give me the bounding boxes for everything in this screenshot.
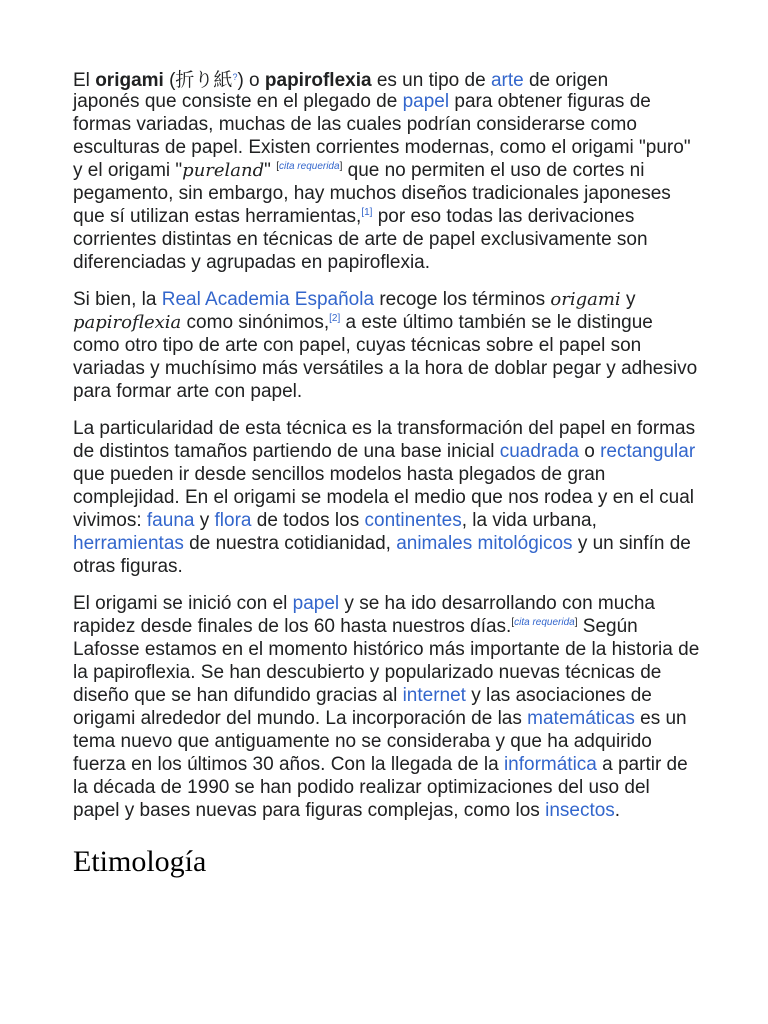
section-heading-etimologia: Etimología (73, 845, 207, 878)
text-run: ( (163, 70, 176, 91)
pronunciation-help-link[interactable]: ? (232, 72, 238, 82)
text-run: y (194, 510, 215, 531)
text-run: que pueden ir desde sencillos modelos hasta plegados de gran complejidad. En el origami se modela el medio que nos rodea y en el cual vivimos: (73, 464, 695, 531)
bold-term-papiroflexia: papiroflexia (264, 70, 372, 91)
link-herramientas[interactable]: herramientas (73, 533, 184, 554)
text-run: es un tema nuevo que antiguamente no se consideraba y que ha adquirido fuerza en los últimos 30 años. Con la llegada de la (73, 708, 687, 775)
text-run: como sinónimos, (181, 312, 330, 333)
text-run: que no permiten el uso de cortes ni pegamento, sin embargo, hay muchos diseños tradicionales japoneses que sí utilizan estas herramientas, (73, 160, 671, 227)
link-real-academia-espanola[interactable]: Real Academia Española (161, 289, 375, 310)
text-run: de todos los (251, 510, 365, 531)
text-run: a este último también se le distingue como otro tipo de arte con papel, cuyas técnicas sobre el papel son variadas y muchísimo más versátiles a la hora de doblar pegar y adhesivo para formar arte con papel. (73, 312, 698, 402)
link-arte[interactable]: arte (490, 70, 524, 91)
text-run: japonés que consiste en el plegado de (73, 91, 403, 112)
text-run: y las asociaciones de origami alrededor del mundo. La incorporación de las (73, 685, 652, 729)
link-rectangular[interactable]: rectangular (600, 441, 696, 462)
text-run: Según Lafosse estamos en el momento histórico más importante de la historia de la papiroflexia. Se han descubierto y popularizado nuevas técnicas de diseño que se han difundido gracias al (73, 616, 700, 706)
text-run: a partir de la década de 1990 se han podido realizar optimizaciones del uso del papel y bases nuevas para figuras complejas, como los (73, 754, 688, 821)
citation-needed: [cita requerida] (276, 161, 343, 172)
bold-term-origami: origami (95, 70, 164, 91)
italic-term-papiroflexia: papiroflexia (73, 312, 182, 333)
text-run: por eso todas las derivaciones corrientes distintas en técnicas de arte de papel exclusivamente son diferenciadas y agrupadas en papiroflexia. (73, 206, 648, 273)
text-run: y se ha ido desarrollando con mucha rapidez desde finales de los 60 hasta nuestros días. (73, 593, 655, 637)
kanji-origami: 折り紙 (175, 69, 233, 91)
text-run: para obtener figuras de formas variadas, muchas de las cuales podrían considerarse como esculturas de papel. Existen corrientes modernas, como el origami "puro" y el origami " (73, 91, 691, 181)
link-informatica[interactable]: informática (503, 754, 597, 775)
link-papel-2[interactable]: papel (292, 593, 340, 614)
text-run: El origami se inició con el (73, 593, 293, 614)
link-papel[interactable]: papel (402, 91, 450, 112)
text-run: La particularidad de esta técnica es la transformación del papel en formas de distintos tamaños partiendo de una base inicial (73, 418, 696, 462)
reference-2 (329, 313, 340, 324)
paragraph-rae (73, 288, 701, 403)
text-run: , la vida urbana, (461, 510, 597, 531)
citation-needed-link-2[interactable]: cita requerida (514, 617, 575, 628)
link-fauna[interactable]: fauna (146, 510, 195, 531)
link-animales-mitologicos[interactable]: animales mitológicos (396, 533, 573, 554)
citation-needed-link[interactable]: cita requerida (278, 161, 340, 172)
text-run: y (620, 289, 636, 310)
text-run: es un tipo de (371, 70, 491, 91)
article-body (73, 66, 701, 880)
text-run: . (614, 800, 621, 821)
text-run: El (73, 70, 96, 91)
link-flora[interactable]: flora (214, 510, 252, 531)
reference-1 (361, 207, 372, 218)
text-run: de nuestra cotidianidad, (183, 533, 397, 554)
text-run: Si bien, la (73, 289, 162, 310)
link-cuadrada[interactable]: cuadrada (499, 441, 579, 462)
text-run: de origen (523, 70, 609, 91)
link-continentes[interactable]: continentes (364, 510, 462, 531)
text-run: recoge los términos (374, 289, 551, 310)
link-internet[interactable]: internet (402, 685, 466, 706)
text-run: ) o (237, 70, 265, 91)
link-matematicas[interactable]: matemáticas (527, 708, 635, 729)
reference-1-link[interactable]: [1] (361, 207, 373, 218)
link-insectos[interactable]: insectos (545, 800, 615, 821)
text-run: o (578, 441, 601, 462)
italic-term-origami: origami (550, 289, 621, 310)
reference-2-link[interactable]: [2] (329, 313, 341, 324)
paragraph-particularidad (73, 417, 701, 578)
citation-needed-2: [cita requerida] (511, 617, 578, 628)
italic-term-pureland: pureland (182, 160, 265, 181)
paragraph-historia (73, 592, 701, 822)
text-run: y un sinfín de otras figuras. (73, 533, 691, 577)
text-run: " (264, 160, 277, 181)
paragraph-intro-continued (73, 90, 701, 274)
